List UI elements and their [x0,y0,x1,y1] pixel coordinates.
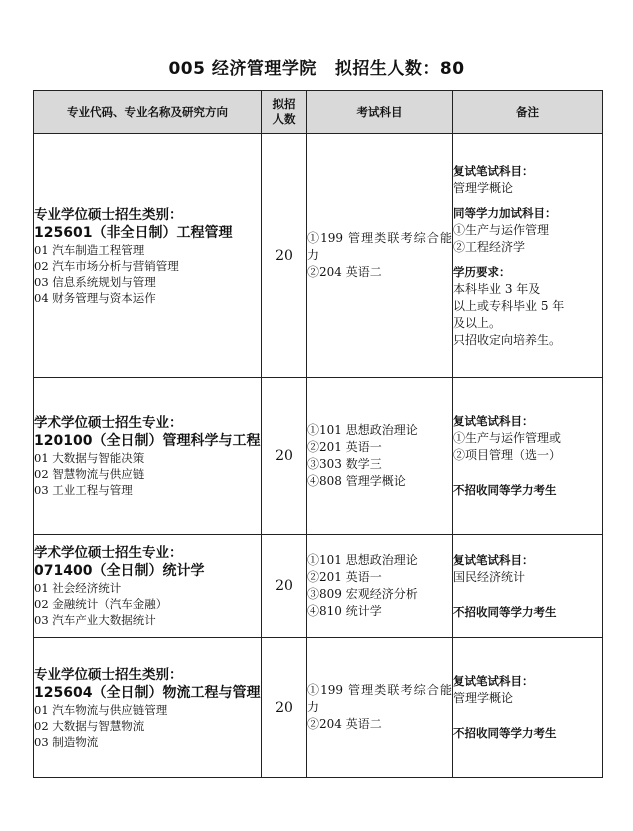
exam-subject: ③809 宏观经济分析 [307,587,418,601]
research-direction: 02 大数据与智慧物流 [34,718,145,733]
program-type: 专业学位硕士招生类别： [34,666,183,683]
table-row [34,535,603,638]
equivalent-heading: 同等学力加试科目： [453,205,557,220]
header-count-line2: 人数 [272,112,296,126]
table-row [34,378,603,535]
no-equivalent-note: 不招收同等学力考生 [453,483,557,497]
exam-cell [307,378,453,535]
remarks-cell [453,535,603,638]
program-type: 学术学位硕士招生专业： [34,545,183,561]
research-direction: 01 大数据与智能决策 [34,451,145,465]
exam-cell [307,134,453,378]
research-direction: 03 汽车产业大数据统计 [34,613,156,627]
retest-heading: 复试笔试科目： [453,552,534,567]
table-row [34,134,603,378]
program-code: 125601（非全日制）工程管理 [34,224,233,241]
program-cell [34,638,262,778]
retest-heading: 复试笔试科目： [453,414,534,428]
exam-subject: ①199 管理类联考综合能力 [307,231,452,262]
education-requirement: 只招收定向培养生。 [453,332,562,347]
enrollment-quota: 拟招生人数：80 [334,59,465,79]
enrollment-count: 20 [262,134,307,378]
program-code: 071400（全日制）统计学 [34,563,205,579]
header-remarks: 备注 [453,91,603,134]
education-requirement: 以上或专科毕业 5 年 [453,298,565,313]
education-requirement: 本科毕业 3 年及 [453,281,541,296]
program-cell [34,535,262,638]
equivalent-subject: ②工程经济学 [453,239,526,254]
research-direction: 02 智慧物流与供应链 [34,467,145,481]
exam-cell [307,638,453,778]
retest-heading: 复试笔试科目： [453,163,534,178]
research-direction: 01 汽车物流与供应链管理 [34,702,168,717]
header-count-line1: 拟招 [272,97,296,112]
program-code: 125604（全日制）物流工程与管理 [34,684,261,701]
exam-subject: ④810 统计学 [307,604,382,618]
exam-cell [307,535,453,638]
enrollment-count: 20 [262,638,307,778]
program-cell [34,134,262,378]
exam-subject: ②204 英语二 [307,717,382,731]
enrollment-count: 20 [262,535,307,638]
research-direction: 02 汽车市场分析与营销管理 [34,258,179,273]
research-direction: 01 社会经济统计 [34,581,122,595]
research-direction: 04 财务管理与资本运作 [34,290,156,305]
program-type: 学术学位硕士招生专业： [34,415,183,431]
exam-subject: ①101 思想政治理论 [307,553,418,567]
research-direction: 03 制造物流 [34,734,99,749]
education-requirement: 及以上。 [453,315,502,330]
header-exams: 考试科目 [307,91,453,134]
exam-subject: ①199 管理类联考综合能力 [307,683,452,714]
remarks-cell [453,134,603,378]
table-row [34,638,603,778]
retest-heading: 复试笔试科目： [453,674,534,688]
retest-subject: 国民经济统计 [453,569,526,584]
education-heading: 学历要求： [453,264,511,279]
header-count [262,91,307,134]
program-type: 专业学位硕士招生类别： [34,206,183,223]
retest-subject: 管理学概论 [453,691,514,705]
admissions-table [33,90,603,778]
header-program: 专业代码、专业名称及研究方向 [34,91,262,134]
program-code: 120100（全日制）管理科学与工程 [34,433,261,449]
research-direction: 02 金融统计（汽车金融） [34,597,168,611]
table-header-row [34,91,603,134]
exam-subject: ②201 英语一 [307,440,382,454]
no-equivalent-note: 不招收同等学力考生 [453,726,557,740]
page-title [0,54,633,79]
no-equivalent-note: 不招收同等学力考生 [453,604,557,619]
retest-subject: 管理学概论 [453,180,514,195]
program-cell [34,378,262,535]
research-direction: 03 工业工程与管理 [34,483,133,497]
research-direction: 01 汽车制造工程管理 [34,242,145,257]
exam-subject: ②201 英语一 [307,570,382,584]
exam-subject: ②204 英语二 [307,265,382,279]
remarks-cell [453,378,603,535]
exam-subject: ④808 管理学概论 [307,474,406,488]
equivalent-subject: ①生产与运作管理 [453,222,550,237]
exam-subject: ③303 数学三 [307,457,382,471]
exam-subject: ①101 思想政治理论 [307,423,418,437]
research-direction: 03 信息系统规划与管理 [34,274,156,289]
enrollment-count: 20 [262,378,307,535]
retest-subject: ①生产与运作管理或 [453,431,562,445]
remarks-cell [453,638,603,778]
college-name: 005 经济管理学院 [168,59,317,79]
retest-subject: ②项目管理（选一） [453,448,562,462]
